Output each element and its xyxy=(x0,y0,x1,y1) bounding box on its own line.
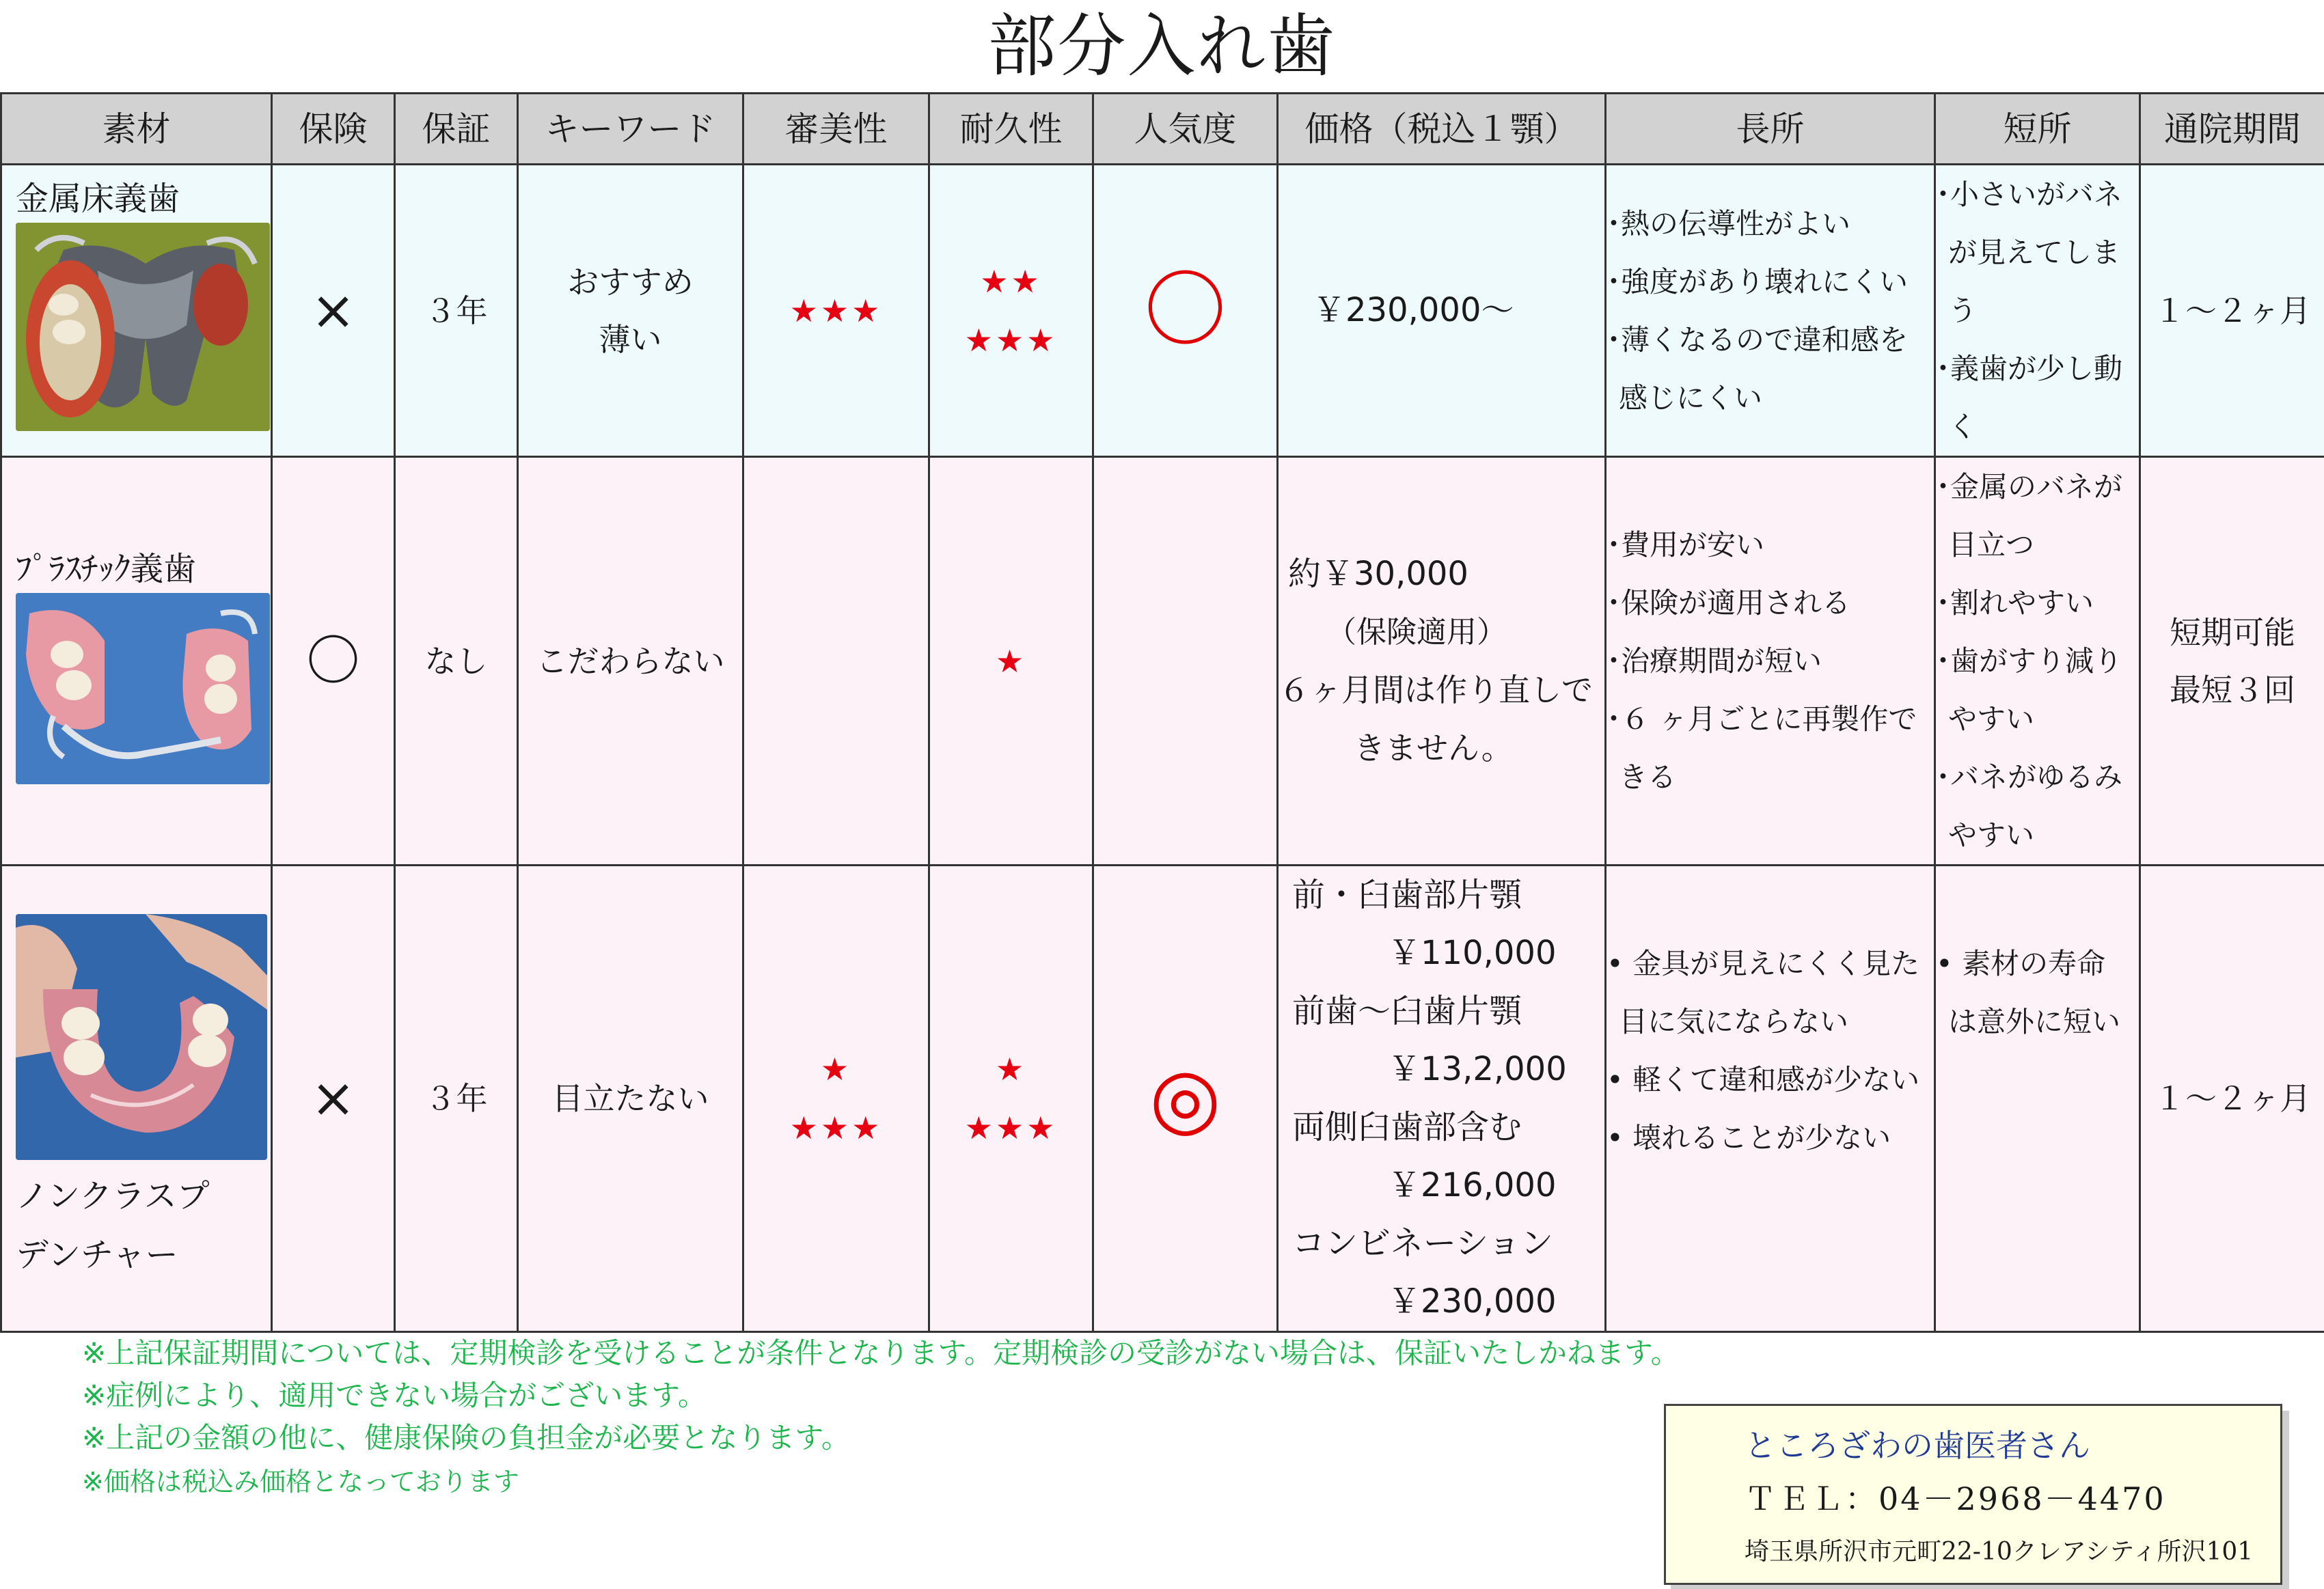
header-popularity: 人気度 xyxy=(1093,94,1278,165)
price-line: ￥13,2,000 xyxy=(1388,1050,1567,1088)
keyword-line: おすすめ xyxy=(567,263,694,301)
comparison-table xyxy=(0,92,2324,1333)
pros-line: ･薄くなるので違和感を xyxy=(1607,322,1909,357)
popularity-mark: 〇 xyxy=(1093,165,1278,457)
footnote: ※上記保証期間については、定期検診を受けることが条件となります。定期検診の受診がない場合は、保証いたしかねます。 xyxy=(82,1336,1680,1370)
star-rating-line: ★★★ xyxy=(964,1109,1058,1146)
cons-cell xyxy=(1935,165,2140,457)
cons-line: 目立つ xyxy=(1948,528,2035,562)
clinic-name: ところざわの歯医者さん xyxy=(1745,1427,2090,1464)
table-header-row xyxy=(1,94,2324,165)
table-row xyxy=(1,165,2324,457)
pros-line: 感じにくい xyxy=(1619,381,1763,415)
price-cell xyxy=(1278,457,1606,866)
visit-period-line: 最短３回 xyxy=(2170,671,2295,708)
aesthetics-rating xyxy=(743,866,929,1332)
pros-line: ･６ ヶ月ごとに再製作で xyxy=(1607,702,1917,736)
visit-period-cell xyxy=(2140,165,2324,457)
footnote: ※上記の金額の他に、健康保険の負担金が必要となります。 xyxy=(82,1421,850,1454)
material-cell xyxy=(1,165,272,457)
nonclasp-denture-photo xyxy=(16,914,267,1160)
price-line: 前・臼歯部片顎 xyxy=(1292,876,1522,914)
footnote: ※症例により、適用できない場合がございます。 xyxy=(82,1379,707,1412)
header-warranty: 保証 xyxy=(395,94,518,165)
pros-line: • 金具が見えにくく見た xyxy=(1607,947,1920,980)
insurance-mark: × xyxy=(272,165,395,457)
pros-line: 目に気にならない xyxy=(1619,1005,1849,1038)
header-durability: 耐久性 xyxy=(929,94,1093,165)
price-line: ￥110,000 xyxy=(1388,934,1557,972)
footnote: ※価格は税込み価格となっております xyxy=(82,1467,519,1497)
plastic-denture-photo xyxy=(16,593,270,784)
star-rating-line: ★★ xyxy=(980,262,1042,300)
warranty-value: なし xyxy=(395,457,518,866)
price-cell xyxy=(1278,866,1606,1332)
material-name: ﾌﾟﾗｽﾁｯｸ義歯 xyxy=(16,550,197,588)
warranty-value: ３年 xyxy=(395,866,518,1332)
pros-line: • 壊れることが少ない xyxy=(1607,1121,1891,1155)
star-rating-line: ★ xyxy=(995,1051,1027,1088)
header-price: 価格（税込１顎） xyxy=(1278,94,1606,165)
price-line: ￥216,000 xyxy=(1388,1166,1557,1204)
pros-line: ･強度があり壊れにくい xyxy=(1607,264,1909,299)
visit-period-cell xyxy=(2140,457,2324,866)
material-name: 金属床義歯 xyxy=(16,180,180,218)
star-rating-line: ★★★ xyxy=(964,321,1058,359)
popularity-mark: ◎ xyxy=(1093,866,1278,1332)
header-insurance: 保険 xyxy=(272,94,395,165)
visit-period-line: １～２ヶ月 xyxy=(2154,1080,2311,1117)
material-cell xyxy=(1,866,272,1332)
price-line: 約￥30,000 xyxy=(1288,554,1468,593)
material-name xyxy=(2,1163,271,1284)
table-row xyxy=(1,866,2324,1332)
durability-rating xyxy=(929,165,1093,457)
pros-line: • 軽くて違和感が少ない xyxy=(1607,1063,1920,1096)
material-name-line: ノンクラスプ xyxy=(16,1177,210,1215)
header-pros: 長所 xyxy=(1606,94,1935,165)
aesthetics-rating xyxy=(743,165,929,457)
keyword-line: こだわらない xyxy=(536,642,725,680)
clinic-address: 埼玉県所沢市元町22-10クレアシティ所沢101 xyxy=(1745,1538,2254,1566)
cons-line: ･義歯が少し動 xyxy=(1936,352,2123,385)
keyword-cell xyxy=(518,165,743,457)
header-cons: 短所 xyxy=(1935,94,2140,165)
cons-line: ･バネがゆるみ xyxy=(1936,760,2123,794)
metal-denture-photo xyxy=(16,223,270,431)
aesthetics-rating xyxy=(743,457,929,866)
cons-line: く xyxy=(1948,410,1978,443)
clinic-phone: ＴＥＬ：04－2968－4470 xyxy=(1745,1480,2166,1517)
keyword-line: 目立たない xyxy=(551,1080,709,1117)
star-rating-line: ★★★ xyxy=(789,1109,883,1146)
star-rating-line: ★★★ xyxy=(789,292,883,329)
popularity-mark xyxy=(1093,457,1278,866)
cons-line: ･歯がすり減り xyxy=(1936,644,2123,678)
price-line: コンビネーション xyxy=(1292,1224,1554,1262)
page-title: 部分入れ歯 xyxy=(987,6,1337,86)
price-line: 両側臼歯部含む xyxy=(1292,1108,1522,1146)
price-line: ￥230,000 xyxy=(1388,1282,1557,1321)
clinic-contact-card xyxy=(1664,1404,2282,1585)
cons-line: ･割れやすい xyxy=(1936,586,2094,620)
cons-line: ･金属のバネが xyxy=(1936,470,2123,503)
keyword-cell xyxy=(518,457,743,866)
cons-line: ･小さいがバネ xyxy=(1936,178,2123,211)
price-line: 前歯～臼歯片顎 xyxy=(1292,992,1522,1030)
pros-cell xyxy=(1606,457,1935,866)
pros-line: ･保険が適用される xyxy=(1607,586,1851,620)
pros-line: きる xyxy=(1619,760,1677,794)
star-rating-line: ★ xyxy=(995,642,1027,680)
cons-line: やすい xyxy=(1948,818,2035,852)
table-row xyxy=(1,457,2324,866)
durability-rating xyxy=(929,866,1093,1332)
warranty-value: ３年 xyxy=(395,165,518,457)
cons-line: やすい xyxy=(1948,702,2035,736)
star-rating-line: ★ xyxy=(820,1051,852,1088)
visit-period-line: 短期可能 xyxy=(2170,613,2295,651)
cons-cell xyxy=(1935,866,2140,1332)
keyword-cell xyxy=(518,866,743,1332)
header-aesthetics: 審美性 xyxy=(743,94,929,165)
price-line: （保険適用） xyxy=(1326,614,1507,650)
cons-line: が見えてしま xyxy=(1948,236,2121,269)
price-line: ６ヶ月間は作り直しで xyxy=(1279,671,1593,708)
header-visit-period: 通院期間 xyxy=(2140,94,2324,165)
pros-line: ･治療期間が短い xyxy=(1607,644,1822,678)
material-cell xyxy=(1,457,272,866)
cons-line: • 素材の寿命 xyxy=(1936,947,2106,980)
pros-cell xyxy=(1606,866,1935,1332)
keyword-line: 薄い xyxy=(599,320,662,358)
pros-line: ･熱の伝導性がよい xyxy=(1607,206,1851,240)
price-line: ￥230,000～ xyxy=(1313,291,1514,329)
cons-line: は意外に短い xyxy=(1948,1005,2121,1038)
visit-period-line: １～２ヶ月 xyxy=(2154,292,2311,329)
header-keyword: キーワード xyxy=(518,94,743,165)
insurance-mark: 〇 xyxy=(272,457,395,866)
insurance-mark: × xyxy=(272,866,395,1332)
price-line: きません。 xyxy=(1354,729,1513,766)
pros-cell xyxy=(1606,165,1935,457)
durability-rating xyxy=(929,457,1093,866)
price-cell xyxy=(1278,165,1606,457)
visit-period-cell xyxy=(2140,866,2324,1332)
pros-line: ･費用が安い xyxy=(1607,528,1765,562)
header-material: 素材 xyxy=(1,94,272,165)
material-name-line: デンチャー xyxy=(16,1236,178,1274)
cons-line: う xyxy=(1948,294,1978,327)
cons-cell xyxy=(1935,457,2140,866)
